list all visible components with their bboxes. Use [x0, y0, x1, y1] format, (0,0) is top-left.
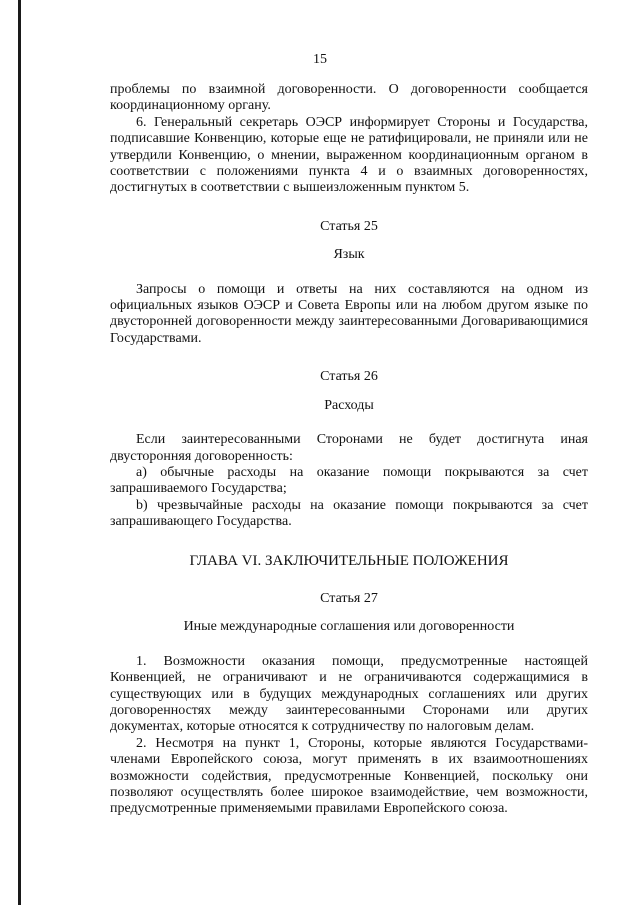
paragraph-item-6: 6. Генеральный секретарь ОЭСР информирует Стороны и Государства, подписавшие Конвенцию, которые еще не ратифицировали, не приняли или не утвердили Конвенцию, о мнении, выраженном координационным органом в соответствии с положениями пункта 4 и о взаимных договоренностях, достигнутых в соответствии с вышеизложенным пунктом 5.: [110, 114, 588, 196]
paragraph-continuation: проблемы по взаимной договоренности. О договоренности сообщается координационному органу.: [110, 82, 588, 114]
article-26-heading: Статья 26: [320, 369, 378, 385]
scan-border-line: [18, 0, 21, 905]
article-25-text: Запросы о помощи и ответы на них составляются на одном из официальных языков ОЭСР и Совета Европы или на любом другом языке по двусторонней договоренности между заинтересованными Договаривающимися Государствами.: [110, 281, 588, 346]
article-26-item-b: b) чрезвычайные расходы на оказание помощи покрываются за счет запрашивающего Государства.: [110, 497, 588, 530]
chapter-6-heading: ГЛАВА VI. ЗАКЛЮЧИТЕЛЬНЫЕ ПОЛОЖЕНИЯ: [189, 552, 509, 569]
article-27-paragraph-1: 1. Возможности оказания помощи, предусмотренные настоящей Конвенцией, не ограничивают и не ограничиваются содержащимися в существующих или в будущих международных соглашениях или других договоренностях между заинтересованными Сторонами или других документах, которые относятся к сотрудничеству по налоговым делам.: [110, 653, 588, 735]
article-26-item-a: а) обычные расходы на оказание помощи покрываются за счет запрашиваемого Государства;: [110, 464, 588, 497]
article-27-title: Иные международные соглашения или договоренности: [183, 619, 515, 635]
article-26-title: Расходы: [324, 397, 374, 413]
article-26-intro: Если заинтересованными Сторонами не будет достигнута иная двусторонняя договоренность:: [110, 432, 588, 464]
article-25-heading: Статья 25: [320, 218, 378, 234]
article-27-heading: Статья 27: [320, 590, 378, 606]
page-number: 15: [313, 52, 327, 67]
document-body: [110, 82, 588, 818]
article-25-title: Язык: [333, 247, 365, 263]
article-27-paragraph-2: 2. Несмотря на пункт 1, Стороны, которые являются Государствами-членами Европейского союза, могут применять в их взаимоотношениях возможности содействия, предусмотренные Конвенцией, поскольку они позволяют осуществлять более широкое взаимодействие, чем возможности, предусмотренные применяемыми правилами Европейского союза.: [110, 735, 588, 817]
